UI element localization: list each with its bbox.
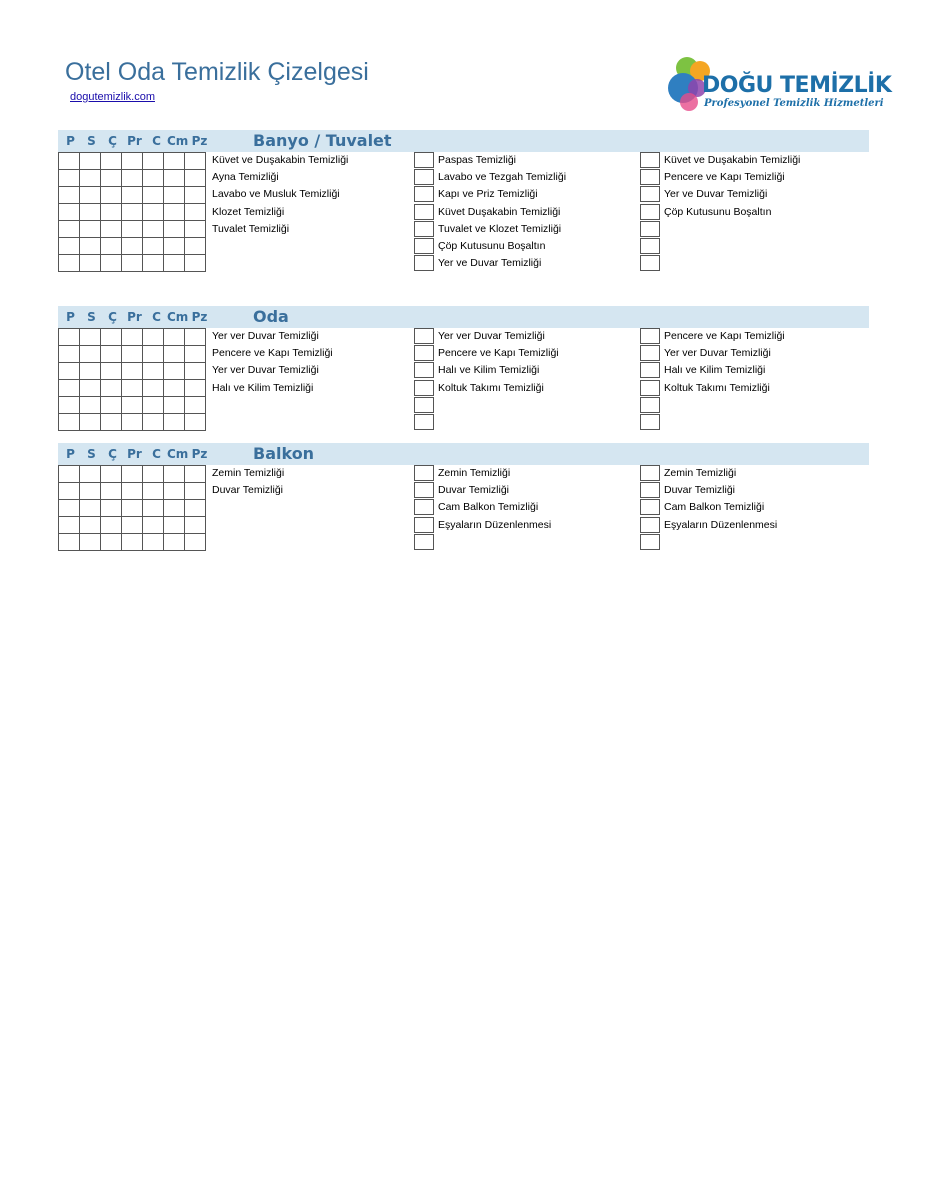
company-logo — [668, 55, 892, 117]
task-label: Halı ve Kilim Temizliği — [438, 364, 540, 377]
grid-row — [59, 466, 206, 483]
task-checkbox[interactable] — [640, 255, 660, 271]
task-checkbox[interactable] — [640, 482, 660, 498]
day-checkbox[interactable] — [164, 363, 185, 380]
task-label: Koltuk Takımı Temizliği — [664, 381, 770, 394]
task-label: Duvar Temizliği — [212, 484, 283, 497]
day-label: C — [152, 310, 161, 324]
task-checkbox[interactable] — [640, 465, 660, 481]
task-checkbox[interactable] — [414, 465, 434, 481]
task-label: Cam Balkon Temizliği — [438, 501, 539, 514]
task-checkbox[interactable] — [414, 255, 434, 271]
task-checkbox[interactable] — [414, 221, 434, 237]
task-label: Lavabo ve Musluk Temizliği — [212, 188, 340, 201]
task-label: Kapı ve Priz Temizliği — [438, 188, 538, 201]
grid-row — [59, 517, 206, 534]
day-checkbox[interactable] — [122, 397, 143, 414]
day-checkbox[interactable] — [101, 346, 122, 363]
task-label: Yer ve Duvar Temizliği — [664, 188, 768, 201]
day-checkbox[interactable] — [143, 397, 164, 414]
day-checkbox[interactable] — [101, 204, 122, 221]
day-label: Pz — [191, 134, 208, 148]
day-checkbox[interactable] — [122, 238, 143, 255]
day-checkbox[interactable] — [143, 329, 164, 346]
task-label: Küvet Duşakabin Temizliği — [438, 205, 561, 218]
day-checkbox[interactable] — [101, 380, 122, 397]
day-checkbox[interactable] — [122, 534, 143, 551]
day-checkbox[interactable] — [164, 221, 185, 238]
task-label: Yer ver Duvar Temizliği — [438, 330, 545, 342]
task-checkbox[interactable] — [414, 345, 434, 361]
day-checkbox[interactable] — [80, 204, 101, 221]
day-checkbox[interactable] — [122, 187, 143, 204]
day-checkbox[interactable] — [59, 483, 80, 500]
day-checkbox[interactable] — [143, 363, 164, 380]
task-checkbox[interactable] — [414, 362, 434, 378]
day-checkbox[interactable] — [143, 500, 164, 517]
day-checkbox[interactable] — [164, 204, 185, 221]
day-checkbox[interactable] — [122, 380, 143, 397]
section-title: Balkon — [253, 444, 315, 463]
task-checkbox[interactable] — [640, 534, 660, 550]
day-checkbox[interactable] — [80, 534, 101, 551]
day-label: S — [87, 310, 96, 324]
section-header — [58, 130, 869, 152]
day-checkbox[interactable] — [185, 255, 206, 272]
grid-row — [59, 397, 206, 414]
day-checkbox[interactable] — [143, 346, 164, 363]
grid-row — [59, 380, 206, 397]
grid-row — [59, 534, 206, 551]
day-checkbox[interactable] — [59, 221, 80, 238]
day-checkbox[interactable] — [122, 204, 143, 221]
task-checkbox[interactable] — [640, 517, 660, 533]
day-checkbox[interactable] — [101, 170, 122, 187]
day-checkbox[interactable] — [122, 363, 143, 380]
grid-row — [59, 187, 206, 204]
day-label: P — [66, 447, 75, 461]
task-checkbox[interactable] — [640, 345, 660, 361]
task-label: Eşyaların Düzenlenmesi — [438, 518, 552, 531]
day-label: Ç — [108, 134, 117, 148]
task-label: Paspas Temizliği — [438, 154, 517, 166]
day-checkbox[interactable] — [164, 346, 185, 363]
day-checkbox[interactable] — [101, 517, 122, 534]
day-checkbox[interactable] — [101, 534, 122, 551]
grid-row — [59, 414, 206, 431]
task-label: Koltuk Takımı Temizliği — [438, 381, 544, 394]
task-label: Cam Balkon Temizliği — [664, 501, 765, 514]
task-label: Yer ver Duvar Temizliği — [212, 364, 319, 377]
day-checkbox[interactable] — [59, 153, 80, 170]
task-checkbox[interactable] — [414, 482, 434, 498]
section-2 — [58, 443, 869, 531]
task-label: Tuvalet ve Klozet Temizliği — [438, 222, 562, 235]
task-checkbox[interactable] — [640, 328, 660, 344]
task-label: Lavabo ve Tezgah Temizliği — [438, 171, 567, 184]
task-checkbox[interactable] — [640, 186, 660, 202]
day-checkbox[interactable] — [143, 414, 164, 431]
day-checkbox[interactable] — [185, 380, 206, 397]
task-label: Zemin Temizliği — [438, 467, 511, 479]
day-label: Cm — [167, 310, 189, 324]
logo-brand-text: DOĞU TEMİZLİK — [702, 73, 892, 98]
day-checkbox[interactable] — [59, 170, 80, 187]
day-checkbox[interactable] — [164, 397, 185, 414]
day-checkbox[interactable] — [185, 483, 206, 500]
day-label: Pz — [191, 310, 208, 324]
task-label: Klozet Temizliği — [212, 205, 285, 218]
task-label: Pencere ve Kapı Temizliği — [664, 330, 785, 342]
task-checkbox[interactable] — [640, 204, 660, 220]
day-checkbox[interactable] — [101, 238, 122, 255]
task-checkbox[interactable] — [640, 221, 660, 237]
task-label: Halı ve Kilim Temizliği — [212, 381, 314, 394]
day-checkbox[interactable] — [59, 534, 80, 551]
task-checkbox[interactable] — [414, 380, 434, 396]
day-checkbox[interactable] — [164, 414, 185, 431]
day-checkbox[interactable] — [101, 329, 122, 346]
day-checkbox[interactable] — [164, 466, 185, 483]
day-checkbox[interactable] — [80, 397, 101, 414]
day-checkbox[interactable] — [80, 153, 101, 170]
day-label: Pz — [191, 447, 208, 461]
page-title: Otel Oda Temizlik Çizelgesi — [65, 58, 369, 86]
day-label: Pr — [127, 310, 142, 324]
day-checkbox[interactable] — [185, 187, 206, 204]
day-checkbox[interactable] — [143, 170, 164, 187]
day-checkbox[interactable] — [101, 466, 122, 483]
day-label: Cm — [167, 447, 189, 461]
task-label: Duvar Temizliği — [664, 484, 735, 497]
section-1 — [58, 306, 869, 394]
task-label: Duvar Temizliği — [438, 484, 509, 497]
day-checkbox[interactable] — [185, 204, 206, 221]
task-checkbox[interactable] — [414, 499, 434, 515]
day-checkbox[interactable] — [164, 517, 185, 534]
day-checkbox[interactable] — [59, 346, 80, 363]
task-label: Pencere ve Kapı Temizliği — [664, 171, 785, 184]
task-label: Zemin Temizliği — [212, 467, 285, 479]
grid-row — [59, 153, 206, 170]
task-label: Zemin Temizliği — [664, 467, 737, 479]
day-checkbox[interactable] — [143, 204, 164, 221]
day-checkbox[interactable] — [80, 363, 101, 380]
day-checkbox[interactable] — [185, 397, 206, 414]
task-label: Yer ver Duvar Temizliği — [664, 347, 771, 360]
day-checkbox[interactable] — [143, 238, 164, 255]
day-checkbox[interactable] — [185, 238, 206, 255]
day-checkbox[interactable] — [101, 483, 122, 500]
day-checkbox-grid — [58, 465, 206, 551]
task-label: Küvet ve Duşakabin Temizliği — [664, 154, 801, 166]
day-checkbox[interactable] — [185, 517, 206, 534]
day-checkbox[interactable] — [185, 221, 206, 238]
day-label: Cm — [167, 134, 189, 148]
day-checkbox[interactable] — [185, 500, 206, 517]
task-checkbox[interactable] — [640, 380, 660, 396]
day-label: P — [66, 310, 75, 324]
day-checkbox[interactable] — [101, 153, 122, 170]
task-label: Ayna Temizliği — [212, 171, 279, 184]
day-checkbox[interactable] — [143, 187, 164, 204]
day-checkbox[interactable] — [185, 329, 206, 346]
task-checkbox[interactable] — [640, 499, 660, 515]
day-checkbox[interactable] — [80, 483, 101, 500]
day-checkbox[interactable] — [80, 346, 101, 363]
day-checkbox[interactable] — [122, 346, 143, 363]
day-checkbox[interactable] — [164, 483, 185, 500]
day-checkbox[interactable] — [143, 221, 164, 238]
task-label: Pencere ve Kapı Temizliği — [212, 347, 333, 360]
grid-row — [59, 363, 206, 380]
task-checkbox[interactable] — [414, 152, 434, 168]
task-label: Tuvalet Temizliği — [212, 222, 290, 235]
day-checkbox[interactable] — [143, 380, 164, 397]
day-checkbox[interactable] — [59, 466, 80, 483]
day-checkbox[interactable] — [59, 500, 80, 517]
logo-shape — [680, 93, 698, 111]
day-checkbox[interactable] — [143, 466, 164, 483]
day-checkbox[interactable] — [80, 329, 101, 346]
day-checkbox[interactable] — [101, 397, 122, 414]
day-checkbox[interactable] — [59, 255, 80, 272]
day-checkbox[interactable] — [143, 255, 164, 272]
day-checkbox[interactable] — [80, 187, 101, 204]
day-checkbox[interactable] — [59, 380, 80, 397]
day-checkbox[interactable] — [185, 534, 206, 551]
day-checkbox[interactable] — [59, 329, 80, 346]
day-checkbox[interactable] — [185, 414, 206, 431]
task-checkbox[interactable] — [640, 362, 660, 378]
task-label: Yer ve Duvar Temizliği — [438, 257, 542, 270]
task-label: Pencere ve Kapı Temizliği — [438, 347, 559, 360]
day-checkbox[interactable] — [164, 380, 185, 397]
day-checkbox[interactable] — [122, 153, 143, 170]
day-checkbox[interactable] — [143, 517, 164, 534]
day-checkbox[interactable] — [80, 238, 101, 255]
day-checkbox[interactable] — [80, 221, 101, 238]
day-checkbox[interactable] — [59, 204, 80, 221]
day-checkbox[interactable] — [164, 153, 185, 170]
day-label: S — [87, 134, 96, 148]
day-checkbox[interactable] — [185, 346, 206, 363]
day-checkbox[interactable] — [122, 170, 143, 187]
task-label: Çöp Kutusunu Boşaltın — [438, 239, 546, 252]
day-checkbox[interactable] — [59, 397, 80, 414]
task-checkbox[interactable] — [640, 238, 660, 254]
day-checkbox[interactable] — [59, 187, 80, 204]
day-checkbox[interactable] — [80, 414, 101, 431]
grid-row — [59, 329, 206, 346]
day-checkbox[interactable] — [80, 500, 101, 517]
day-checkbox[interactable] — [164, 238, 185, 255]
day-checkbox[interactable] — [101, 255, 122, 272]
day-label: Ç — [108, 447, 117, 461]
task-checkbox[interactable] — [640, 152, 660, 168]
day-label: S — [87, 447, 96, 461]
day-checkbox[interactable] — [185, 363, 206, 380]
day-checkbox[interactable] — [164, 534, 185, 551]
day-checkbox-grid — [58, 328, 206, 431]
day-checkbox[interactable] — [164, 329, 185, 346]
day-label: P — [66, 134, 75, 148]
day-checkbox[interactable] — [101, 363, 122, 380]
grid-row — [59, 204, 206, 221]
day-checkbox-grid — [58, 152, 206, 272]
day-label: C — [152, 134, 161, 148]
day-checkbox[interactable] — [101, 221, 122, 238]
day-checkbox[interactable] — [80, 517, 101, 534]
day-label: C — [152, 447, 161, 461]
task-checkbox[interactable] — [414, 169, 434, 185]
day-checkbox[interactable] — [59, 414, 80, 431]
day-checkbox[interactable] — [185, 466, 206, 483]
section-header — [58, 306, 869, 328]
day-label: Ç — [108, 310, 117, 324]
day-checkbox[interactable] — [143, 483, 164, 500]
task-checkbox[interactable] — [414, 534, 434, 550]
day-checkbox[interactable] — [59, 363, 80, 380]
task-checkbox[interactable] — [414, 397, 434, 413]
day-label: Pr — [127, 447, 142, 461]
day-checkbox[interactable] — [122, 414, 143, 431]
grid-row — [59, 221, 206, 238]
grid-row — [59, 500, 206, 517]
day-label: Pr — [127, 134, 142, 148]
day-checkbox[interactable] — [164, 170, 185, 187]
day-checkbox[interactable] — [122, 500, 143, 517]
grid-row — [59, 346, 206, 363]
day-checkbox[interactable] — [122, 329, 143, 346]
task-checkbox[interactable] — [414, 204, 434, 220]
task-checkbox[interactable] — [640, 169, 660, 185]
grid-row — [59, 170, 206, 187]
site-link[interactable]: dogutemizlik.com — [70, 91, 155, 103]
day-checkbox[interactable] — [80, 255, 101, 272]
grid-row — [59, 483, 206, 500]
day-checkbox[interactable] — [122, 255, 143, 272]
section-title: Oda — [253, 307, 289, 326]
day-checkbox[interactable] — [185, 153, 206, 170]
day-checkbox[interactable] — [122, 221, 143, 238]
section-0 — [58, 130, 869, 270]
task-label: Çöp Kutusunu Boşaltın — [664, 205, 772, 218]
day-checkbox[interactable] — [122, 466, 143, 483]
task-label: Halı ve Kilim Temizliği — [664, 364, 766, 377]
section-title: Banyo / Tuvalet — [253, 131, 392, 150]
day-checkbox[interactable] — [164, 187, 185, 204]
task-label: Eşyaların Düzenlenmesi — [664, 518, 778, 531]
day-checkbox[interactable] — [143, 153, 164, 170]
day-checkbox[interactable] — [101, 187, 122, 204]
task-checkbox[interactable] — [414, 517, 434, 533]
task-checkbox[interactable] — [414, 328, 434, 344]
section-header — [58, 443, 869, 465]
task-label: Küvet ve Duşakabin Temizliği — [212, 154, 349, 166]
day-checkbox[interactable] — [80, 380, 101, 397]
task-checkbox[interactable] — [414, 186, 434, 202]
day-checkbox[interactable] — [59, 517, 80, 534]
day-checkbox[interactable] — [80, 466, 101, 483]
day-checkbox[interactable] — [80, 170, 101, 187]
grid-row — [59, 238, 206, 255]
logo-tagline: Profesyonel Temizlik Hizmetleri — [704, 98, 884, 109]
task-checkbox[interactable] — [414, 414, 434, 430]
day-checkbox[interactable] — [122, 517, 143, 534]
task-checkbox[interactable] — [414, 238, 434, 254]
task-checkbox[interactable] — [640, 397, 660, 413]
day-checkbox[interactable] — [185, 170, 206, 187]
day-checkbox[interactable] — [164, 500, 185, 517]
day-checkbox[interactable] — [101, 414, 122, 431]
day-checkbox[interactable] — [143, 534, 164, 551]
task-label: Yer ver Duvar Temizliği — [212, 330, 319, 342]
task-checkbox[interactable] — [640, 414, 660, 430]
day-checkbox[interactable] — [101, 500, 122, 517]
day-checkbox[interactable] — [122, 483, 143, 500]
day-checkbox[interactable] — [164, 255, 185, 272]
day-checkbox[interactable] — [59, 238, 80, 255]
grid-row — [59, 255, 206, 272]
